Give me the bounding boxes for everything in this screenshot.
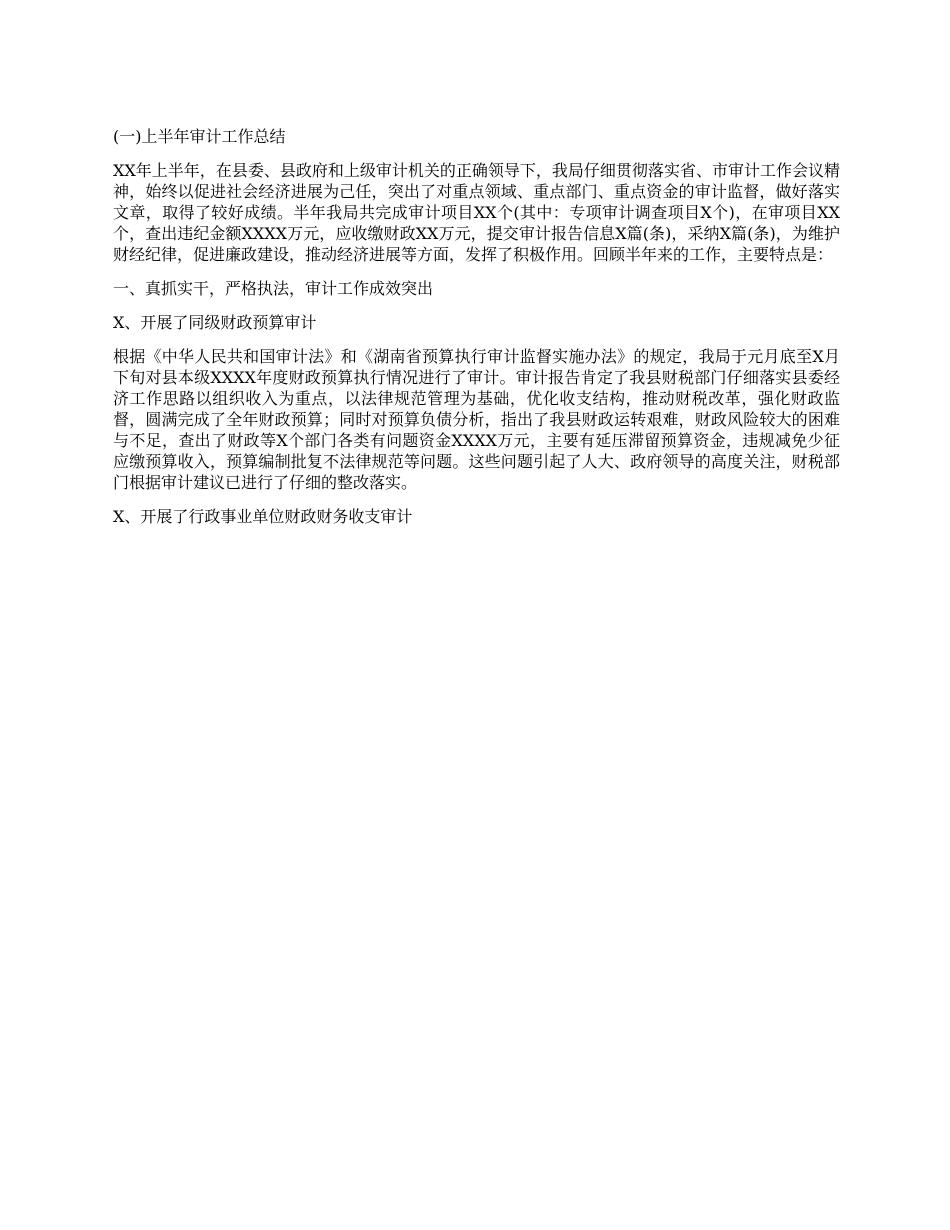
document-page (113, 126, 840, 540)
subsection-heading: 一、真抓实干，严格执法，审计工作成效突出 (113, 279, 434, 298)
item-heading-budget-audit: X、开展了同级财政预算审计 (113, 313, 317, 332)
section-heading: (一)上半年审计工作总结 (113, 127, 286, 146)
budget-audit-paragraph: 根据《中华人民共和国审计法》和《湖南省预算执行审计监督实施办法》的规定，我局于元月底至X月下旬对县本级XXXX年度财政预算执行情况进行了审计。审计报告肯定了我县财税部门仔细落实县委经济工作思路以组织收入为重点，以法律规范管理为基础，优化收支结构，推动财税改革，强化财政监督，圆满完成了全年财政预算；同时对预算负债分析，指出了我县财政运转艰难，财政风险较大的困难与不足，查出了财政等X个部门各类有问题资金XXXX万元，主要有延压滞留预算资金，违规减免少征应缴预算收入，预算编制批复不法律规范等问题。这些问题引起了人大、政府领导的高度关注，财税部门根据审计建议已进行了仔细的整改落实。 (113, 347, 840, 492)
summary-paragraph: XX年上半年，在县委、县政府和上级审计机关的正确领导下，我局仔细贯彻落实省、市审计工作会议精神，始终以促进社会经济进展为己任，突出了对重点领域、重点部门、重点资金的审计监督，做好落实文章，取得了较好成绩。半年我局共完成审计项目XX个(其中：专项审计调查项目X个)，在审项目XX个，查出违纪金额XXXX万元，应收缴财政XX万元，提交审计报告信息X篇(条)，采纳X篇(条)，为维护财经纪律，促进廉政建设，推动经济进展等方面，发挥了积极作用。回顾半年来的工作，主要特点是： (113, 161, 840, 264)
item-heading-admin-audit: X、开展了行政事业单位财政财务收支审计 (113, 507, 413, 526)
